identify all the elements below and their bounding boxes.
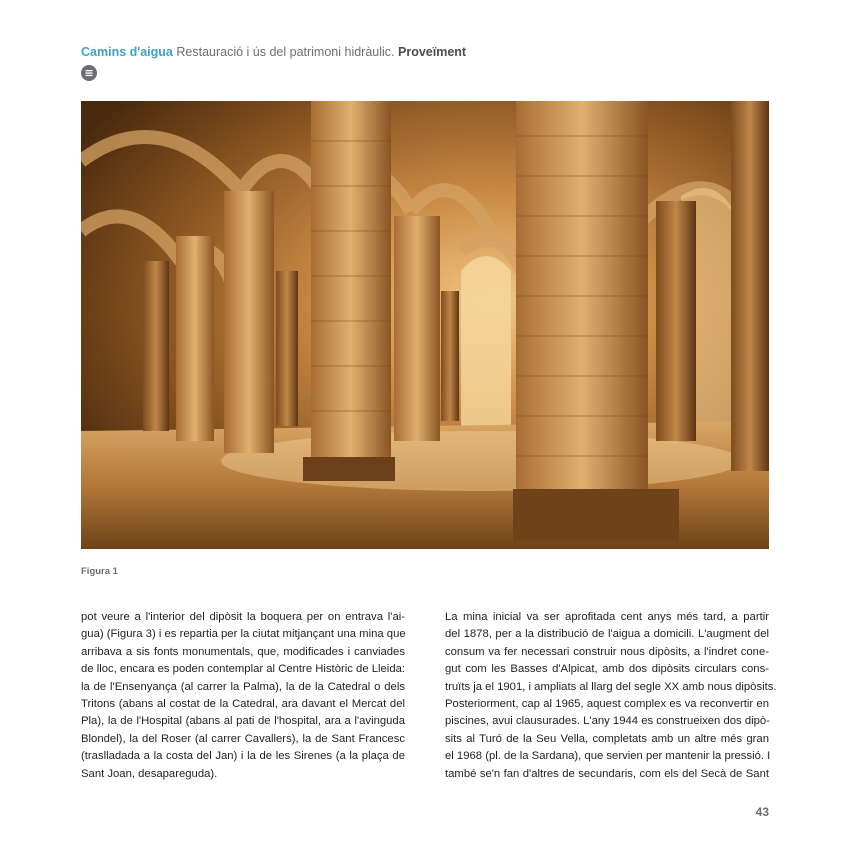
figure-caption: Figura 1 <box>81 566 118 577</box>
text-line: gut com les Basses d'Alpicat, amb dos dipòsits circulars cons- <box>445 663 769 676</box>
text-line: Blondel), la del Roser (al carrer Cavallers), la de Sant Francesc <box>81 732 405 745</box>
text-line: de lloc, encara es poden contemplar al Centre Històric de Lleida: <box>81 663 406 676</box>
page-number: 43 <box>755 805 769 819</box>
text-line: (traslladada a la costa del Jan) i la de les Sirenes (a la plaça de <box>81 750 405 763</box>
body-column-right <box>445 609 777 783</box>
cistern-interior-illustration <box>81 101 769 549</box>
text-line: Pla), la de l'Hospital (abans al pati de l'hospital, ara a l'avinguda <box>81 715 405 728</box>
running-header <box>81 44 466 60</box>
text-line: consum va fer necessari construir nous dipòsits, a l'indret cone- <box>445 645 769 658</box>
text-line: Posteriorment, cap al 1965, aquest complex es va reconvertir en <box>445 697 769 710</box>
text-line: truïts ja el 1901, i ampliats al llarg del segle XX amb nous dipòsits. <box>445 680 777 693</box>
text-line: la de l'Ensenyança (al carrer la Palma), la de la Catedral o dels <box>81 680 405 693</box>
text-line: del 1878, per a la distribució de l'aigua a domicili. L'augment del <box>445 628 769 641</box>
text-line: sits al Turó de la Seu Vella, completats amb un altre més gran <box>445 732 769 745</box>
text-line: pot veure a l'interior del dipòsit la boquera per on entrava l'ai- <box>81 611 405 623</box>
text-line: el 1968 (pl. de la Sardana), que servien per mantenir la pressió. I <box>445 750 771 763</box>
body-column-left <box>81 609 405 783</box>
header-subtitle: Restauració i ús del patrimoni hidràulic. <box>172 45 398 59</box>
menu-icon[interactable] <box>81 65 97 81</box>
text-line: gua) (Figura 3) i es repartia per la ciutat mitjançant una mina que <box>81 628 406 641</box>
text-line: arribava a sis fonts monumentals, que, modificades i canviades <box>81 645 405 658</box>
figure-1-photo <box>81 101 769 549</box>
text-line: piscines, avui clausurades. L'any 1944 es construeixen dos dipò- <box>445 715 770 728</box>
header-section: Proveïment <box>398 45 467 59</box>
text-line: també se'n fan d'altres de secundaris, com els del Secà de Sant <box>445 767 769 780</box>
text-line: Sant Joan, desapareguda). <box>81 767 218 780</box>
text-line: La mina inicial va ser aprofitada cent anys més tard, a partir <box>445 611 769 623</box>
text-line: Tritons (abans al costat de la Catedral, ara davant el Mercat del <box>81 697 405 710</box>
header-brand: Camins d'aigua <box>81 45 173 59</box>
